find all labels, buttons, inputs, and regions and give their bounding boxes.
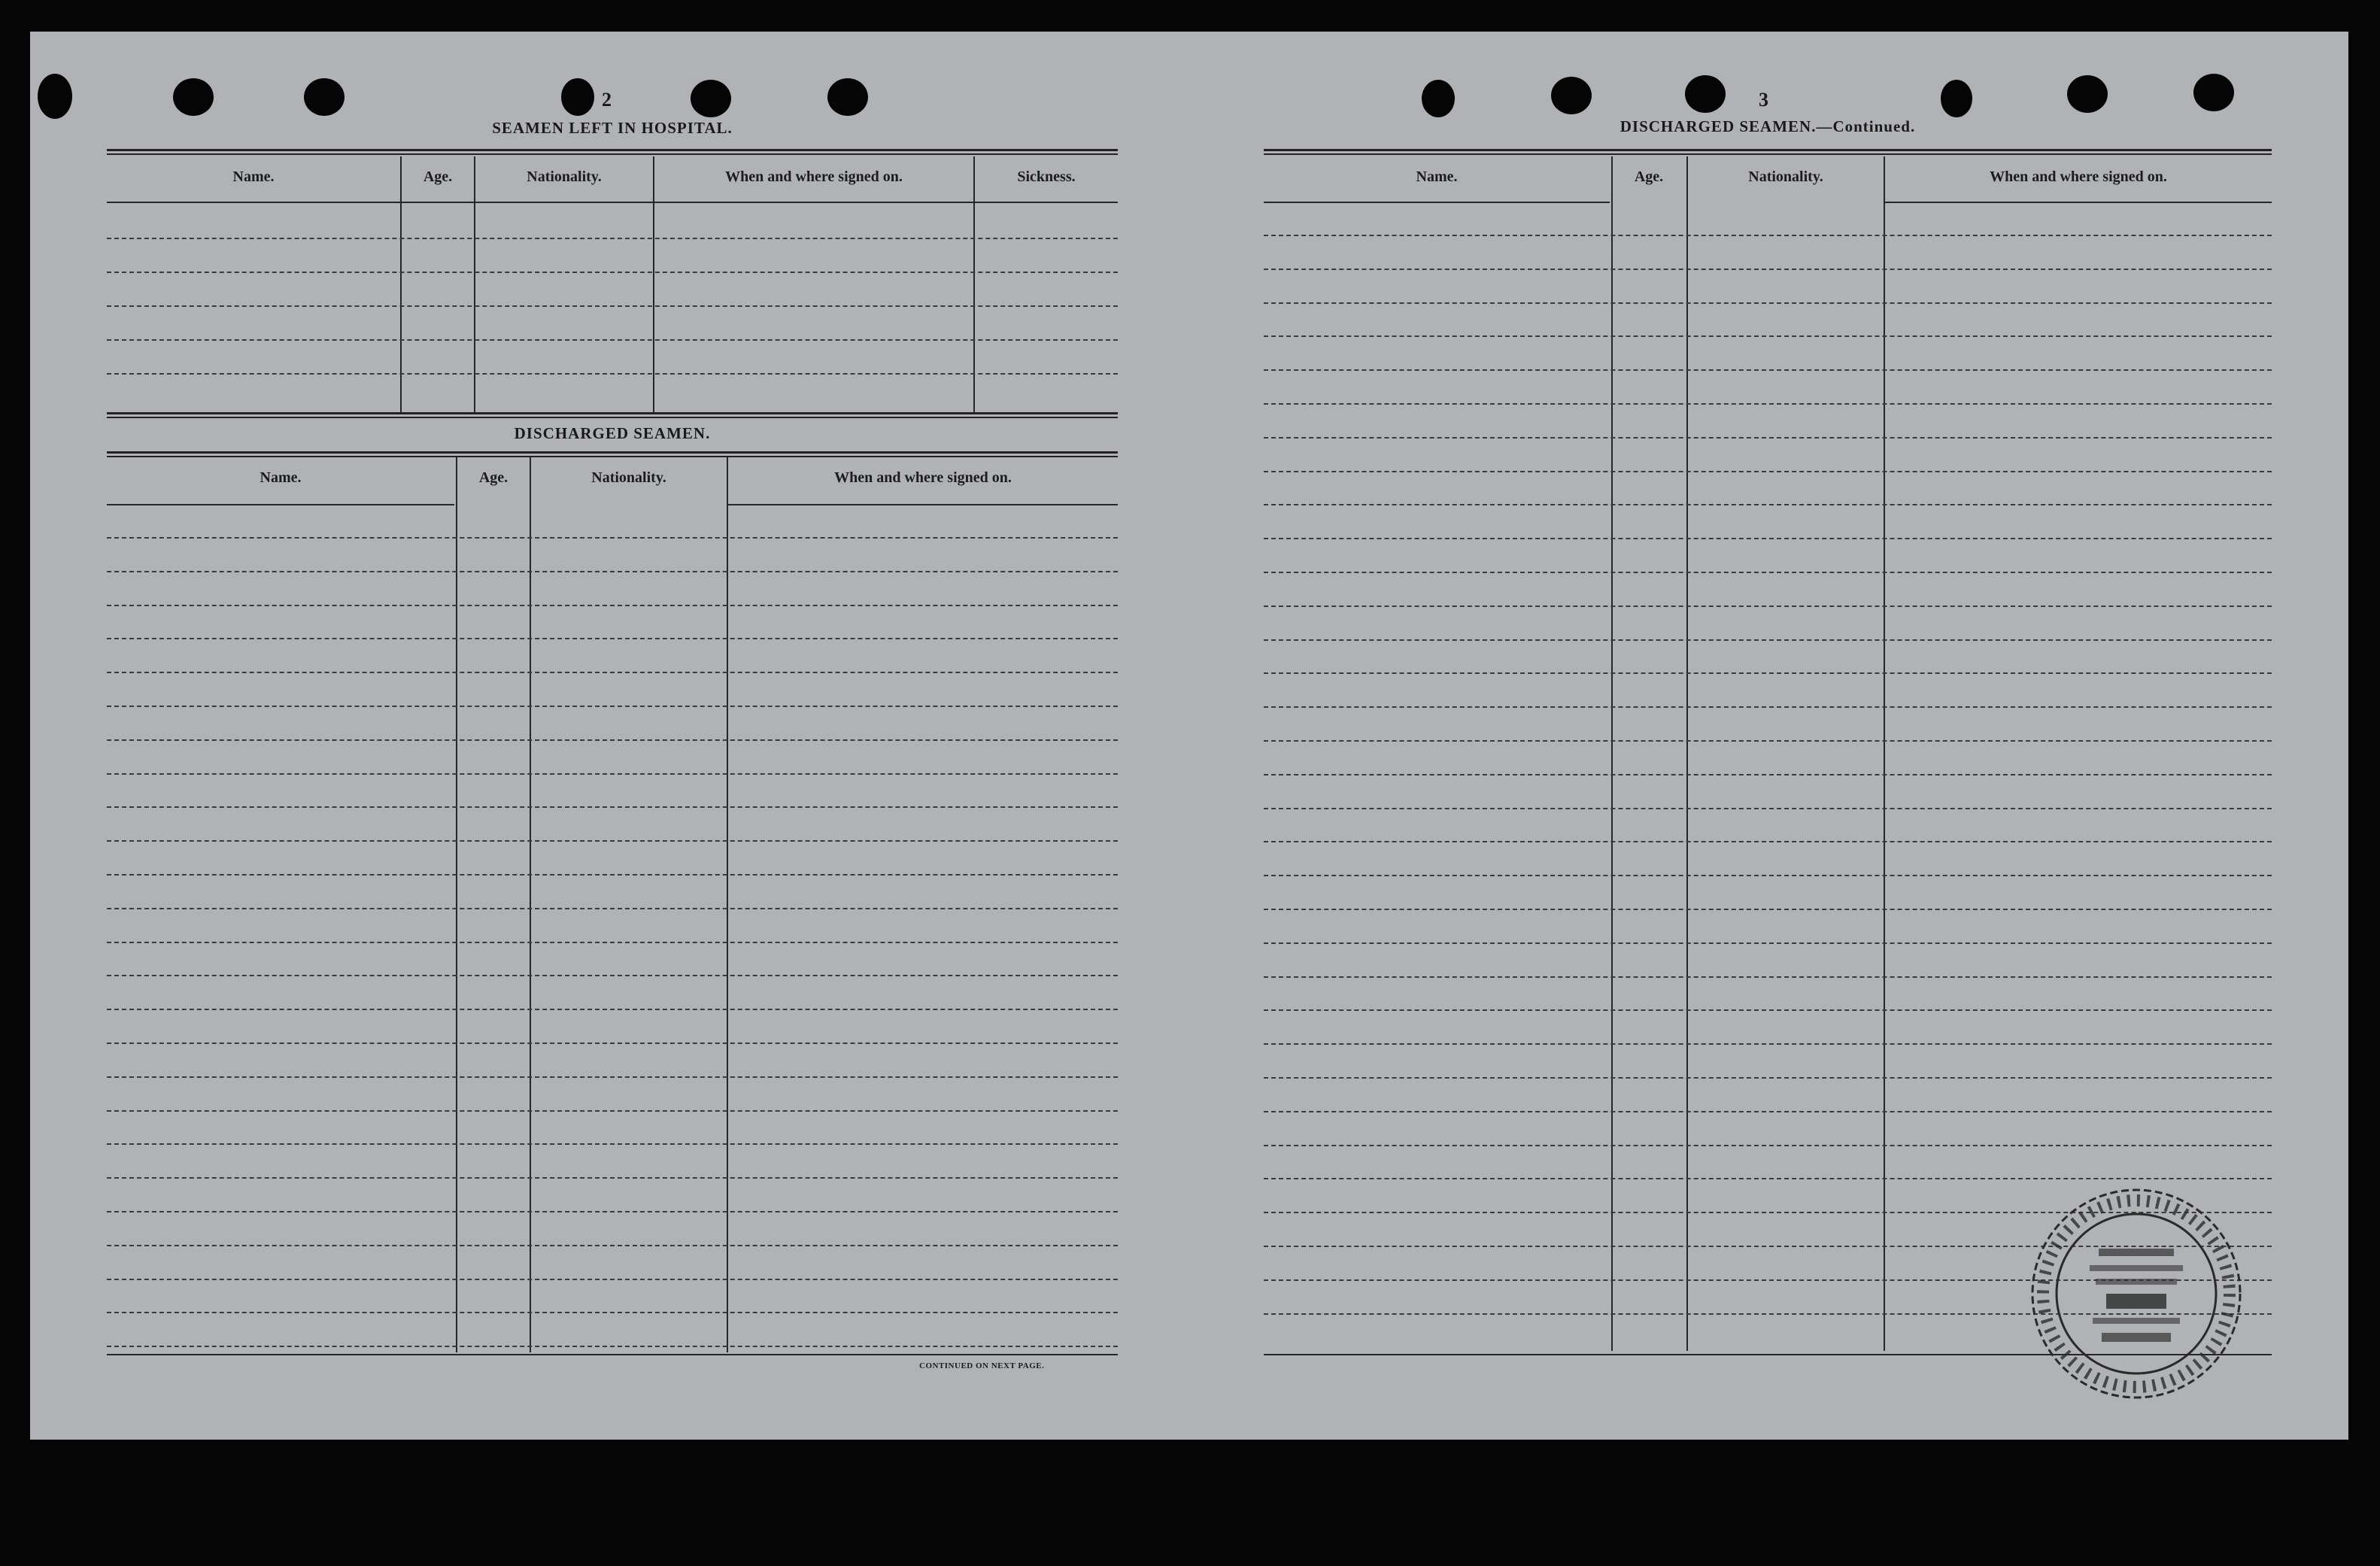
ruled-line: [107, 373, 1118, 375]
ruled-line: [1264, 672, 2272, 674]
discharged-col-nationality: Nationality.: [591, 469, 666, 486]
hospital-col-age: Age.: [423, 168, 453, 185]
ruled-line: [107, 537, 1118, 539]
ruled-line: [1264, 335, 2272, 337]
punch-hole: [561, 78, 594, 116]
ruled-line: [1264, 369, 2272, 371]
ruled-line: [1264, 471, 2272, 472]
ruled-line: [1264, 235, 2272, 236]
ruled-line: [107, 1076, 1118, 1078]
document-sheet: [30, 32, 2348, 1440]
ruled-line: [107, 1245, 1118, 1246]
ruled-line: [107, 1211, 1118, 1212]
ruled-line: [107, 773, 1118, 775]
punch-hole: [38, 74, 72, 119]
ruled-line: [1264, 1178, 2272, 1179]
page-number-right: 3: [1759, 89, 1768, 111]
ruled-line: [1264, 740, 2272, 742]
ruled-line: [1264, 504, 2272, 505]
punch-hole: [691, 80, 731, 117]
ruled-line: [107, 1177, 1118, 1179]
punch-hole: [827, 78, 868, 116]
punch-hole: [1551, 77, 1592, 114]
ruled-line: [107, 975, 1118, 976]
hospital-col-when-where: When and where signed on.: [725, 168, 903, 185]
ruled-line: [107, 272, 1118, 273]
ruled-line: [1264, 875, 2272, 876]
punch-hole: [1941, 80, 1972, 117]
ruled-line: [1264, 605, 2272, 607]
ruled-line: [1264, 976, 2272, 978]
ruled-line: [107, 605, 1118, 606]
ruled-line: [1264, 572, 2272, 573]
ruled-line: [1264, 639, 2272, 641]
ruled-line: [107, 739, 1118, 741]
right-col-nationality: Nationality.: [1748, 168, 1823, 185]
hospital-col-sickness: Sickness.: [1017, 168, 1076, 185]
ruled-line: [107, 706, 1118, 707]
continued-note: CONTINUED ON NEXT PAGE.: [919, 1361, 1045, 1370]
ruled-line: [107, 339, 1118, 341]
ruled-line: [107, 840, 1118, 842]
ruled-line: [1264, 269, 2272, 270]
ruled-line: [107, 1042, 1118, 1044]
ruled-line: [1264, 1009, 2272, 1011]
ruled-line: [107, 874, 1118, 876]
received-stamp: [2023, 1181, 2249, 1407]
punch-hole: [2067, 75, 2108, 113]
ruled-line: [1264, 774, 2272, 775]
ruled-line: [1264, 1111, 2272, 1112]
discharged-col-age: Age.: [478, 469, 508, 486]
ruled-line: [1264, 841, 2272, 842]
right-col-when-where: When and where signed on.: [1990, 168, 2167, 185]
punch-hole: [2193, 74, 2234, 111]
ruled-line: [107, 672, 1118, 673]
ruled-line: [1264, 706, 2272, 708]
ruled-line: [107, 942, 1118, 943]
discharged-col-name: Name.: [260, 469, 302, 486]
ruled-line: [107, 1009, 1118, 1010]
discharged-col-when-where: When and where signed on.: [834, 469, 1012, 486]
ruled-line: [1264, 808, 2272, 809]
right-col-age: Age.: [1634, 168, 1664, 185]
ruled-line: [1264, 437, 2272, 439]
ruled-line: [107, 1110, 1118, 1112]
ruled-line: [1264, 1043, 2272, 1045]
ruled-line: [1264, 538, 2272, 539]
ruled-line: [107, 1143, 1118, 1145]
right-col-name: Name.: [1416, 168, 1458, 185]
ruled-line: [107, 908, 1118, 909]
ruled-line: [107, 1346, 1118, 1347]
ruled-line: [1264, 1145, 2272, 1146]
ruled-line: [107, 571, 1118, 572]
ruled-line: [107, 1312, 1118, 1313]
punch-hole: [1685, 75, 1726, 113]
ruled-line: [1264, 1077, 2272, 1079]
punch-hole: [304, 78, 345, 116]
hospital-section-title: SEAMEN LEFT IN HOSPITAL.: [492, 119, 733, 137]
ruled-line: [1264, 403, 2272, 405]
ruled-line: [1264, 302, 2272, 304]
page-number-left: 2: [602, 89, 612, 111]
ruled-line: [107, 305, 1118, 307]
hospital-col-name: Name.: [232, 168, 275, 185]
ruled-line: [107, 1279, 1118, 1280]
ruled-line: [1264, 942, 2272, 944]
punch-hole: [173, 78, 214, 116]
ruled-line: [1264, 909, 2272, 910]
discharged-continued-title: DISCHARGED SEAMEN.—Continued.: [1620, 117, 1916, 135]
punch-hole: [1422, 80, 1455, 117]
ruled-line: [107, 238, 1118, 239]
hospital-col-nationality: Nationality.: [527, 168, 602, 185]
ruled-line: [107, 806, 1118, 808]
discharged-section-title: DISCHARGED SEAMEN.: [514, 424, 711, 442]
ruled-line: [107, 638, 1118, 639]
